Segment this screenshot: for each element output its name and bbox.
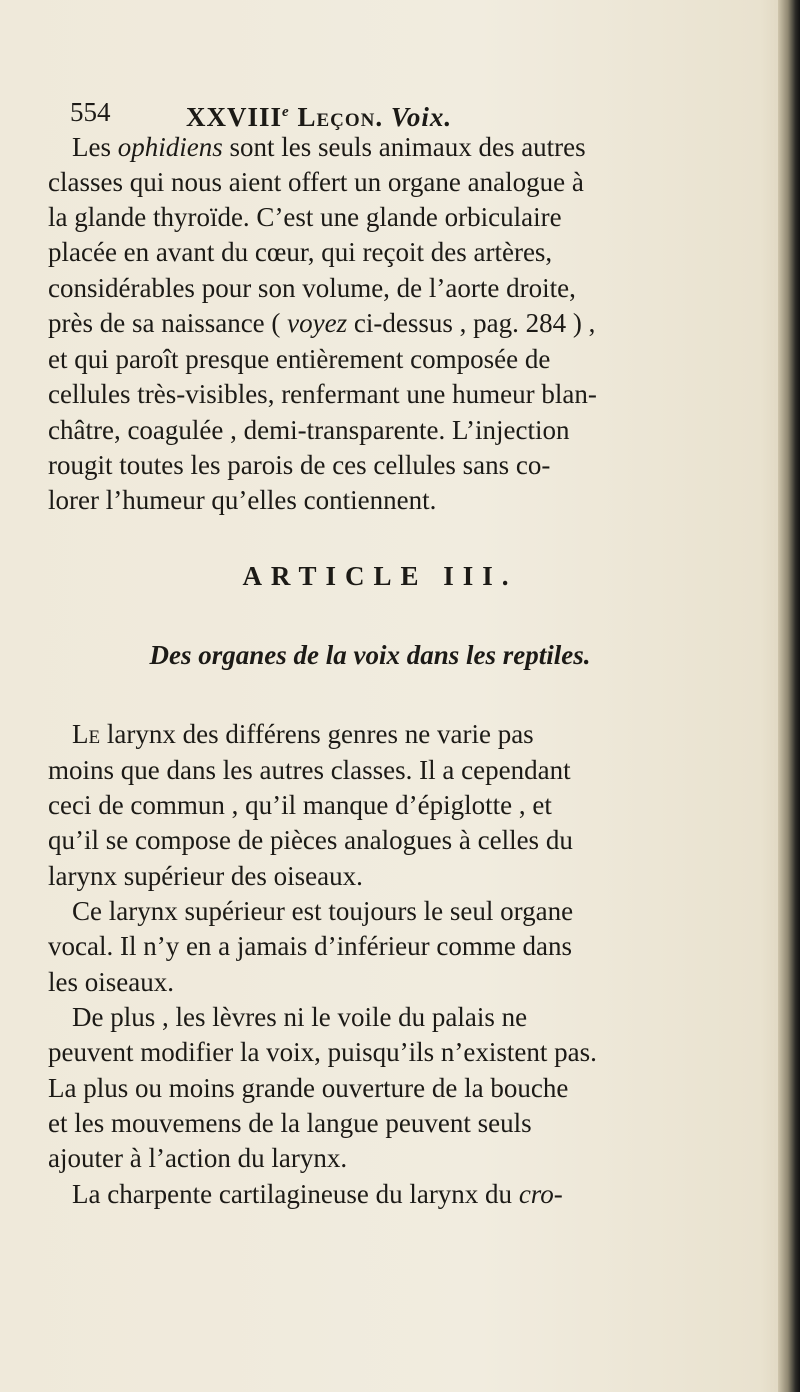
lesson-roman: XXVIII bbox=[186, 102, 283, 132]
text-line: placée en avant du cœur, qui reçoit des artères, bbox=[48, 237, 553, 267]
book-spine-edge bbox=[778, 0, 800, 1392]
text-line: châtre, coagulée , demi-transparente. L’injection bbox=[48, 415, 570, 445]
text-line: ceci de commun , qu’il manque d’épiglotte , et bbox=[48, 790, 552, 820]
article-heading: ARTICLE III. bbox=[242, 561, 518, 591]
running-header bbox=[70, 92, 730, 132]
text-line: les oiseaux. bbox=[48, 967, 174, 997]
text-line: Les ophidiens sont les seuls animaux des autres bbox=[72, 132, 586, 162]
text-line: La plus ou moins grande ouverture de la bouche bbox=[48, 1073, 569, 1103]
lesson-ordinal: e bbox=[282, 104, 290, 120]
text-line: lorer l’humeur qu’elles contiennent. bbox=[48, 485, 437, 515]
chapter-topic: Voix. bbox=[390, 102, 453, 132]
text-line: qu’il se compose de pièces analogues à celles du bbox=[48, 825, 573, 855]
text-line: la glande thyroïde. C’est une glande orbiculaire bbox=[48, 202, 562, 232]
text-line: moins que dans les autres classes. Il a cependant bbox=[48, 755, 571, 785]
text-line: De plus , les lèvres ni le voile du palais ne bbox=[72, 1002, 528, 1032]
text-line: larynx supérieur des oiseaux. bbox=[48, 861, 363, 891]
text-line: considérables pour son volume, de l’aorte droite, bbox=[48, 273, 576, 303]
text-line: rougit toutes les parois de ces cellules sans co- bbox=[48, 450, 551, 480]
text-line: La charpente cartilagineuse du larynx du cro- bbox=[72, 1179, 563, 1209]
text-line: vocal. Il n’y en a jamais d’inférieur comme dans bbox=[48, 931, 573, 961]
text-line: et les mouvemens de la langue peuvent seuls bbox=[48, 1108, 532, 1138]
text-line: cellules très-visibles, renfermant une humeur blan- bbox=[48, 379, 597, 409]
text-line: ajouter à l’action du larynx. bbox=[48, 1143, 348, 1173]
page-number: 554 bbox=[70, 97, 111, 127]
text-line: classes qui nous aient offert un organe analogue à bbox=[48, 167, 584, 197]
text-line: Ce larynx supérieur est toujours le seul organe bbox=[72, 896, 574, 926]
text-line: peuvent modifier la voix, puisqu’ils n’existent pas. bbox=[48, 1037, 597, 1067]
text-line: Le larynx des différens genres ne varie pas bbox=[72, 719, 534, 749]
lesson-word: Leçon. bbox=[297, 102, 384, 132]
section-heading: Des organes de la voix dans les reptiles. bbox=[149, 640, 591, 670]
text-line: et qui paroît presque entièrement composée de bbox=[48, 344, 551, 374]
text-line: près de sa naissance ( voyez ci-dessus , pag. 284 ) , bbox=[48, 308, 596, 338]
